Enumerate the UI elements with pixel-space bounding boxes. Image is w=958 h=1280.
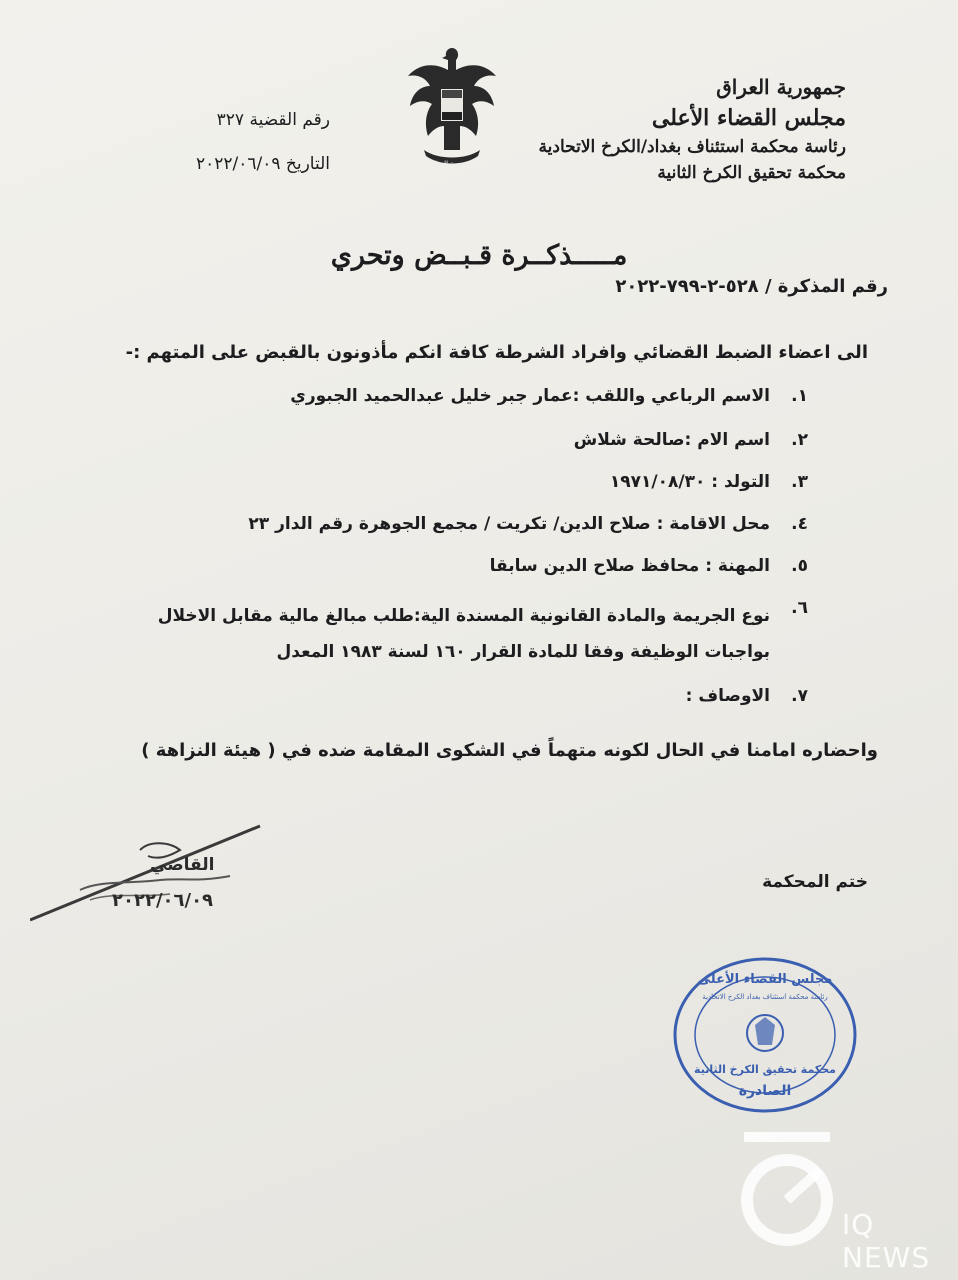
letterhead-court: محكمة تحقيق الكرخ الثانية	[657, 163, 846, 183]
list-item	[108, 472, 808, 514]
item-number: ٥.	[791, 556, 808, 576]
item-number: ٧.	[791, 686, 808, 706]
case-number: رقم القضية ٣٢٧	[216, 110, 330, 130]
court-stamp	[670, 955, 860, 1115]
letterhead-presidency: رئاسة محكمة استئناف بغداد/الكرخ الاتحادية	[538, 137, 846, 157]
item-number: ١.	[791, 386, 808, 406]
watermark-text: IQ NEWS	[842, 1208, 931, 1274]
case-info	[150, 98, 330, 186]
item-text: الاوصاف :	[685, 686, 770, 706]
list-item	[108, 686, 808, 728]
judge-title: القاضي	[150, 855, 215, 875]
emblem-caption: جمهورية العراق	[429, 160, 475, 168]
item-number: ٦.	[791, 598, 808, 618]
judge-signature	[30, 820, 270, 930]
item-text: نوع الجريمة والمادة القانونية المسندة الية:طلب مبالغ مالية مقابل الاخلال بواجبات الوظيفة وفقا للمادة القرار ١٦٠ لسنة ١٩٨٣ المعدل	[157, 606, 770, 662]
memo-number: رقم المذكرة / ٥٢٨-٢-٧٩٩-٢٠٢٢	[615, 276, 888, 297]
item-text: محل الاقامة : صلاح الدين/ تكريت / مجمع الجوهرة رقم الدار ٢٣	[248, 514, 770, 534]
stamp-bottom-text: الصادرة	[738, 1083, 792, 1099]
accused-details-list	[108, 386, 808, 728]
item-number: ٤.	[791, 514, 808, 534]
letterhead	[539, 72, 846, 186]
stamp-top-text: مجلس القضاء الأعلى	[697, 972, 833, 987]
document-title: مـــــذكــرة قـبــض وتحري	[330, 240, 628, 271]
item-text: الاسم الرباعي واللقب :عمار جبر خليل عبدالحميد الجبوري	[290, 386, 770, 406]
court-seal-label: ختم المحكمة	[762, 872, 868, 892]
list-item	[108, 430, 808, 472]
list-item	[88, 598, 808, 686]
list-item	[108, 514, 808, 556]
letterhead-country: جمهورية العراق	[716, 75, 846, 99]
intro-paragraph: الى اعضاء الضبط القضائي وافراد الشرطة كافة انكم مأذونون بالقبض على المتهم :-	[125, 342, 868, 363]
list-item	[108, 386, 808, 430]
list-item	[108, 556, 808, 598]
case-date: التاريخ ٢٠٢٢/٠٦/٠٩	[195, 154, 330, 174]
iraq-eagle-emblem	[404, 42, 500, 172]
stamp-middle-text: رئاسة محكمة استئناف بغداد الكرخ الاتحادية	[702, 993, 828, 1001]
item-number: ٢.	[791, 430, 808, 450]
letterhead-council: مجلس القضاء الأعلى	[651, 105, 846, 131]
item-number: ٣.	[791, 472, 808, 492]
stamp-court-text: محكمة تحقيق الكرخ الثانية	[694, 1063, 836, 1076]
signature-date: ٢٠٢٢/٠٦/٠٩	[112, 890, 214, 911]
item-text: اسم الام :صالحة شلاش	[573, 430, 770, 450]
item-text: المهنة : محافظ صلاح الدين سابقا	[489, 556, 770, 576]
item-text: التولد : ١٩٧١/٠٨/٣٠	[609, 472, 770, 492]
closing-paragraph: واحضاره امامنا في الحال لكونه متهماً في الشكوى المقامة ضده في ( هيئة النزاهة )	[141, 740, 878, 761]
